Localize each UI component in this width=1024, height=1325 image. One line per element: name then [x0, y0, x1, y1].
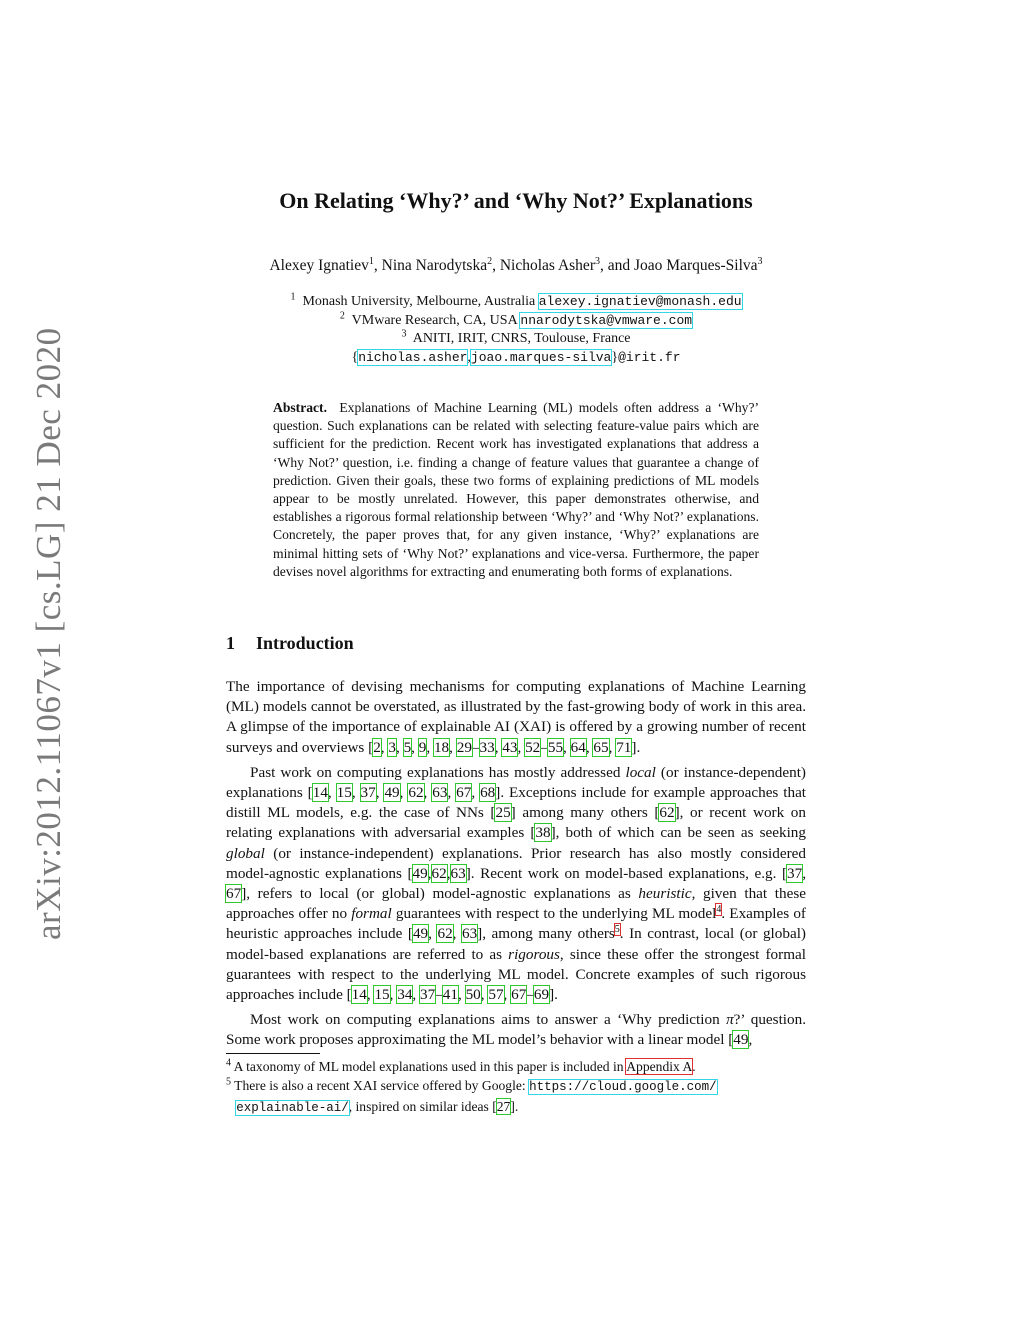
author-name: Joao Marques-Silva: [634, 257, 758, 274]
email-group: [226, 349, 806, 368]
abstract-text: Explanations of Machine Learning (ML) models often address a ‘Why?’ question. Such explanations can be related with selecting feature-value pairs which are sufficient for the prediction. Recent work has investigated explanations that address a ‘Why Not?’ question, i.e. finding a change of feature values that guarantee a change of prediction. Given their goals, these two forms of explaining predictions of ML models appear to be mostly unrelated. However, this paper demonstrates otherwise, and establishes a rigorous formal relationship between ‘Why?’ and ‘Why Not?’ explanations. Concretely, the paper proves that, for any given instance, ‘Why?’ explanations are minimal hitting sets of ‘Why Not?’ explanations and vice-versa. Furthermore, the paper devises novel algorithms for extracting and enumerating both forms of explanations.: [273, 400, 759, 579]
citation-link[interactable]: 65: [593, 738, 609, 756]
text-run: , since these offer the strongest formal guarantees with respect to the underlying ML model. Concrete examples of such rigorous approaches include [: [226, 945, 806, 1004]
footnotes: [226, 1057, 806, 1118]
citation-link[interactable]: 29: [456, 738, 472, 756]
text-run: ,: [351, 784, 361, 802]
abstract: [273, 399, 759, 581]
citation-link[interactable]: 14: [351, 986, 367, 1004]
paragraph: [226, 763, 806, 1005]
affiliation-mark: 3: [401, 328, 407, 340]
citation-link[interactable]: 37: [360, 784, 376, 802]
affiliation-text: VMware Research, CA, USA: [351, 312, 517, 328]
text-run: ,: [389, 986, 398, 1004]
footnote-rule: [226, 1053, 320, 1054]
footnote-end: ].: [510, 1099, 519, 1114]
text-run: ,: [471, 784, 481, 802]
emphasis: π: [726, 1011, 734, 1029]
text-run: ]. Recent work on model-based explanations, e.g. [: [465, 864, 788, 882]
affiliation: [226, 293, 806, 312]
citation-link[interactable]: 63: [461, 925, 478, 943]
citation-link[interactable]: 18: [433, 738, 450, 756]
text-run: ,: [457, 986, 466, 1004]
citation-link[interactable]: 33: [479, 738, 495, 756]
text-run: ], refers to local (or global) model-agnostic explanations as: [241, 885, 639, 903]
body-text: [226, 677, 806, 1056]
affiliations: [226, 293, 806, 367]
email-link[interactable]: joao.marques-silva: [470, 349, 612, 365]
citation-link[interactable]: 62: [408, 784, 424, 802]
text-run: ], among many others: [477, 925, 615, 943]
text-run: Past work on computing explanations has mostly addressed: [250, 763, 626, 781]
text-run: ,: [380, 738, 389, 756]
emphasis: local: [625, 763, 656, 781]
affiliation-mark: 2: [339, 309, 345, 321]
paragraph: [226, 677, 806, 758]
brace-close: }: [611, 349, 619, 365]
footnote-mark: 4: [226, 1057, 231, 1069]
text-run: ,: [517, 738, 526, 756]
citation-link[interactable]: 43: [502, 738, 518, 756]
affiliation: [226, 309, 806, 331]
text-run: ,: [375, 784, 385, 802]
text-run: (or instance-dependent) explanations [: [226, 763, 806, 802]
citation-link[interactable]: 14: [312, 784, 328, 802]
text-run: (or instance-independent) explanations. Prior research has also mostly considered model-agnostic explanations [: [226, 844, 806, 882]
citation-link[interactable]: 15: [374, 986, 390, 1004]
citation-link[interactable]: 69: [533, 986, 550, 1004]
footnote-after: , inspired on similar ideas [: [348, 1099, 497, 1114]
section-heading: [226, 633, 354, 654]
text-run: ,: [399, 784, 409, 802]
citation-link[interactable]: 49: [412, 925, 429, 943]
citation-link[interactable]: 34: [397, 986, 413, 1004]
author-name: Nina Narodytska: [381, 257, 488, 274]
citation-link[interactable]: 55: [547, 738, 564, 756]
affiliation: [226, 330, 806, 349]
footnote-text: There is also a recent XAI service offered by Google:: [234, 1078, 526, 1093]
text-run: ?’ question. Some work proposes approximating the ML model’s behavior with a linear model [: [226, 1011, 806, 1049]
text-run: ].: [631, 738, 641, 756]
appendix-link[interactable]: Appendix A: [626, 1059, 693, 1074]
citation-link[interactable]: 62: [431, 864, 447, 882]
email-link[interactable]: alexey.ignatiev@monash.edu: [538, 294, 742, 309]
citation-link[interactable]: 5: [403, 738, 412, 756]
brace-open: {: [351, 349, 359, 365]
citation-link[interactable]: 63: [432, 784, 448, 802]
emphasis: heuristic: [638, 885, 692, 903]
author-list: [226, 257, 806, 275]
author-mark: 3: [757, 255, 763, 267]
citation-link[interactable]: 37: [420, 986, 436, 1004]
text-run: ,: [366, 986, 375, 1004]
footnote: [226, 1076, 806, 1118]
citation-link[interactable]: 27: [496, 1099, 511, 1114]
text-run: guarantees with respect to the underlying ML model: [391, 905, 717, 923]
citation-link[interactable]: 63: [450, 864, 466, 882]
affiliation-text: ANITI, IRIT, CNRS, Toulouse, France: [412, 331, 631, 346]
text-run: The importance of devising mechanisms for computing explanations of Machine Learning (ML) models cannot be overstated, as illustrated by the fast-growing body of work in this area. A glimpse of the importance of explainable AI (XAI) is offered by a growing number of recent surveys and overviews [: [226, 678, 806, 756]
paragraph: [226, 1010, 806, 1050]
citation-link[interactable]: 2: [373, 738, 381, 756]
citation-link[interactable]: 3: [388, 738, 396, 756]
text-run: ], or recent work on relating explanations with adversarial examples [: [226, 804, 806, 842]
text-run: ,: [585, 738, 594, 756]
citation-link[interactable]: 49: [733, 1031, 749, 1049]
text-run: ,: [411, 738, 419, 756]
text-run: ,: [503, 986, 512, 1004]
text-run: ,: [395, 738, 404, 756]
text-run: ,: [428, 925, 438, 943]
arxiv-stamp: arXiv:2012.11067v1 [cs.LG] 21 Dec 2020: [29, 327, 68, 940]
author-mark: 3: [594, 255, 600, 267]
text-run: , given that these approaches offer no: [226, 885, 806, 923]
citation-link[interactable]: 25: [495, 804, 511, 822]
text-run: Most work on computing explanations aims to answer a ‘Why prediction: [250, 1011, 727, 1029]
author-mark: 1: [368, 255, 374, 267]
text-run: ,: [480, 986, 489, 1004]
affiliation-text: Monash University, Melbourne, Australia: [302, 294, 536, 309]
section-number: 1: [226, 633, 235, 653]
footnote-ref[interactable]: 4: [716, 904, 722, 916]
citation-link[interactable]: 62: [659, 804, 675, 822]
author-mark: 2: [487, 255, 493, 267]
text-run: ].: [549, 986, 558, 1004]
emphasis: rigorous: [508, 945, 560, 963]
citation-link[interactable]: 64: [570, 738, 586, 756]
author-name: Alexey Ignatiev: [269, 257, 369, 274]
emphasis: global: [226, 844, 265, 862]
footnote: [226, 1057, 806, 1076]
citation-link[interactable]: 52: [525, 738, 541, 756]
text-run: ,: [327, 784, 337, 802]
text-run: ,: [452, 925, 462, 943]
text-run: ,: [748, 1031, 753, 1049]
citation-link[interactable]: 67: [226, 885, 242, 903]
text-run: ,: [494, 738, 503, 756]
citation-link[interactable]: 68: [480, 784, 496, 802]
citation-link[interactable]: 49: [412, 864, 428, 882]
author-separator: ,: [373, 257, 382, 274]
citation-link[interactable]: 67: [456, 784, 472, 802]
abstract-label: Abstract.: [273, 400, 327, 415]
text-run: ,: [446, 864, 451, 882]
citation-link[interactable]: 15: [336, 784, 352, 802]
text-run: ,: [427, 864, 432, 882]
footnote-ref[interactable]: 5: [614, 924, 620, 936]
email-sep: ,: [467, 349, 471, 365]
email-link[interactable]: nicholas.asher: [358, 349, 468, 365]
text-run: ,: [802, 864, 806, 882]
author-name: Nicholas Asher: [499, 257, 595, 274]
text-run: ]. Exceptions include for example approaches that distill ML models, e.g. the case of NNs [: [226, 784, 807, 822]
citation-link[interactable]: 9: [418, 738, 427, 756]
text-run: –: [526, 986, 534, 1004]
text-run: . Examples of heuristic approaches include [: [226, 905, 806, 943]
text-run: ,: [608, 738, 617, 756]
citation-link[interactable]: 41: [442, 986, 458, 1004]
affiliation-mark: 1: [290, 291, 296, 303]
citation-link[interactable]: 50: [465, 986, 481, 1004]
citation-link[interactable]: 38: [535, 824, 551, 842]
citation-link[interactable]: 67: [511, 986, 527, 1004]
text-run: ,: [449, 738, 457, 756]
citation-link[interactable]: 71: [616, 738, 632, 756]
emphasis: formal: [351, 905, 392, 923]
citation-link[interactable]: 57: [488, 986, 504, 1004]
text-run: –: [471, 738, 480, 756]
text-run: –: [435, 986, 443, 1004]
email-link[interactable]: nnarodytska@vmware.com: [520, 312, 693, 328]
citation-link[interactable]: 49: [384, 784, 400, 802]
text-run: ,: [423, 784, 433, 802]
text-run: . In contrast, local (or global) model-based explanations are referred to as: [226, 925, 806, 963]
url-link[interactable]: https://cloud.google.com/: [529, 1080, 717, 1094]
url-link[interactable]: explainable-ai/: [236, 1101, 349, 1115]
text-run: ,: [412, 986, 421, 1004]
citation-link[interactable]: 62: [437, 925, 453, 943]
author-separator: ,: [492, 257, 500, 274]
text-run: –: [540, 738, 548, 756]
citation-link[interactable]: 37: [787, 864, 803, 882]
footnote-mark: 5: [226, 1076, 231, 1088]
text-run: ,: [563, 738, 571, 756]
text-run: ], both of which can be seen as seeking: [550, 824, 806, 842]
email-domain: @irit.fr: [618, 349, 681, 365]
section-title: Introduction: [256, 633, 354, 653]
text-run: ,: [447, 784, 457, 802]
footnote-text: A taxonomy of ML model explanations used in this paper is included in: [233, 1059, 624, 1074]
paper-title: On Relating ‘Why?’ and ‘Why Not?’ Explanations: [279, 188, 753, 213]
footnote-end: .: [692, 1059, 696, 1074]
text-run: ,: [426, 738, 434, 756]
author-separator: , and: [599, 257, 634, 274]
text-run: ] among many others [: [510, 804, 660, 822]
